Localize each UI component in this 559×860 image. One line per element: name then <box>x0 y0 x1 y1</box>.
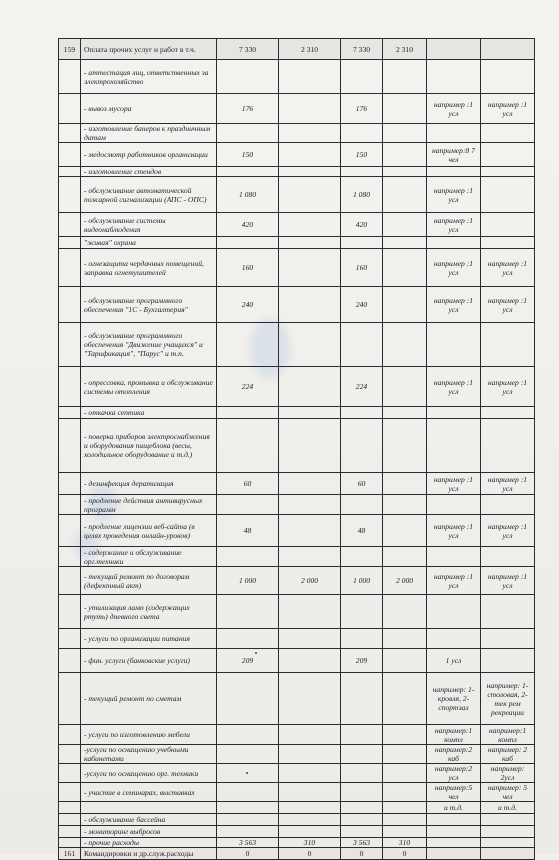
value-col-4 <box>383 407 427 419</box>
value-col-2 <box>279 419 341 473</box>
value-col-4 <box>383 595 427 629</box>
value-col-3: 420 <box>341 213 383 237</box>
value-col-4 <box>383 673 427 725</box>
value-col-3 <box>341 802 383 814</box>
table-row <box>59 167 535 177</box>
value-col-1: 209 <box>217 649 279 673</box>
value-col-4: 310 <box>383 838 427 848</box>
value-col-3 <box>341 814 383 826</box>
value-col-2 <box>279 323 341 367</box>
row-label: - обслуживание программного обеспечения "Движение учащихся" и "Тарификация", "Парус" и т.п. <box>81 323 217 367</box>
value-col-3: 7 330 <box>341 39 383 60</box>
table-row <box>59 124 535 143</box>
table-row <box>59 367 535 407</box>
row-code <box>59 826 81 838</box>
value-col-3: 209 <box>341 649 383 673</box>
row-code <box>59 287 81 323</box>
row-label: - опрессовка, промывка и обслуживание системы отопления <box>81 367 217 407</box>
value-col-1 <box>217 783 279 802</box>
table-row <box>59 595 535 629</box>
value-col-4 <box>383 547 427 567</box>
value-col-3 <box>341 595 383 629</box>
value-col-2 <box>279 814 341 826</box>
table-row <box>59 143 535 167</box>
value-col-3: 1 000 <box>341 567 383 595</box>
row-code <box>59 802 81 814</box>
table-row <box>59 802 535 814</box>
table-row <box>59 407 535 419</box>
note-col-2 <box>481 649 535 673</box>
value-col-1 <box>217 745 279 764</box>
row-code: 161 <box>59 848 81 860</box>
row-label: - продление действия антивирусных программ <box>81 495 217 515</box>
value-col-4 <box>383 367 427 407</box>
value-col-1 <box>217 673 279 725</box>
value-col-4: 2 000 <box>383 567 427 595</box>
row-code <box>59 143 81 167</box>
row-label: "живая" охрана <box>81 237 217 249</box>
value-col-1 <box>217 419 279 473</box>
row-code <box>59 725 81 745</box>
row-label: - огнезащита чердачных помещений, заправка огнетушителей <box>81 249 217 287</box>
note-col-1: например :1 усл <box>427 515 481 547</box>
row-label: - откачка септика <box>81 407 217 419</box>
table-row <box>59 249 535 287</box>
table-row <box>59 567 535 595</box>
row-code <box>59 407 81 419</box>
value-col-4 <box>383 802 427 814</box>
value-col-2: 2 000 <box>279 567 341 595</box>
table-row <box>59 287 535 323</box>
value-col-1: 160 <box>217 249 279 287</box>
table-row <box>59 495 535 515</box>
row-code <box>59 745 81 764</box>
note-col-1: например:2 усл <box>427 764 481 783</box>
value-col-1 <box>217 323 279 367</box>
table-row <box>59 473 535 495</box>
value-col-3: 240 <box>341 287 383 323</box>
row-label: - утилизация ламп (содержащих ртуть) дневного света <box>81 595 217 629</box>
note-col-1: например:2 каб <box>427 745 481 764</box>
value-col-3 <box>341 124 383 143</box>
note-col-1 <box>427 323 481 367</box>
note-col-1: например :1 усл <box>427 249 481 287</box>
row-label: - обслуживание программного обеспечения "1С - Бухгалтерия" <box>81 287 217 323</box>
table-row <box>59 60 535 94</box>
row-code <box>59 213 81 237</box>
value-col-2 <box>279 60 341 94</box>
row-code <box>59 838 81 848</box>
note-col-1: например :1 усл <box>427 567 481 595</box>
note-col-2: например: 1-столовая, 2- тек рем рекреации <box>481 673 535 725</box>
row-label: - дезинфекция дератизация <box>81 473 217 495</box>
table-row-header <box>59 39 535 60</box>
row-label: - изготовление стендов <box>81 167 217 177</box>
value-col-1 <box>217 124 279 143</box>
row-code <box>59 673 81 725</box>
value-col-1 <box>217 802 279 814</box>
value-col-3 <box>341 783 383 802</box>
note-col-1 <box>427 237 481 249</box>
table-row <box>59 826 535 838</box>
note-col-2 <box>481 213 535 237</box>
table-row <box>59 814 535 826</box>
value-col-4 <box>383 213 427 237</box>
value-col-1 <box>217 764 279 783</box>
value-col-1: 240 <box>217 287 279 323</box>
row-label: - услуги по организации питания <box>81 629 217 649</box>
value-col-2 <box>279 764 341 783</box>
value-col-4 <box>383 124 427 143</box>
row-code <box>59 547 81 567</box>
note-col-2 <box>481 39 535 60</box>
value-col-4: 2 310 <box>383 39 427 60</box>
row-label: - текущий ремонт по договорам (дефектный акт) <box>81 567 217 595</box>
table-row <box>59 673 535 725</box>
value-col-3 <box>341 764 383 783</box>
table-body <box>59 39 535 860</box>
note-col-2 <box>481 826 535 838</box>
value-col-4 <box>383 167 427 177</box>
note-col-2: например :1 усл <box>481 94 535 124</box>
value-col-2 <box>279 629 341 649</box>
note-col-1 <box>427 838 481 848</box>
value-col-4 <box>383 745 427 764</box>
note-col-2 <box>481 419 535 473</box>
note-col-1: например:1 компл <box>427 725 481 745</box>
note-col-2: и т.д. <box>481 802 535 814</box>
note-col-2: например: 2усл <box>481 764 535 783</box>
row-code <box>59 60 81 94</box>
note-col-1 <box>427 495 481 515</box>
table-row <box>59 725 535 745</box>
value-col-2 <box>279 213 341 237</box>
value-col-4 <box>383 249 427 287</box>
value-col-4 <box>383 629 427 649</box>
value-col-2 <box>279 547 341 567</box>
value-col-1 <box>217 495 279 515</box>
value-col-4 <box>383 419 427 473</box>
value-col-1 <box>217 725 279 745</box>
row-label <box>81 802 217 814</box>
note-col-2: например :1 усл <box>481 567 535 595</box>
note-col-2 <box>481 814 535 826</box>
value-col-4 <box>383 495 427 515</box>
value-col-3 <box>341 407 383 419</box>
value-col-1 <box>217 629 279 649</box>
value-col-3: 3 563 <box>341 838 383 848</box>
note-col-2 <box>481 547 535 567</box>
note-col-1 <box>427 595 481 629</box>
value-col-2 <box>279 473 341 495</box>
table-row <box>59 838 535 848</box>
row-label: - услуги по изготовлению мебели <box>81 725 217 745</box>
table-row <box>59 237 535 249</box>
note-col-2: например :1 усл <box>481 249 535 287</box>
value-col-2 <box>279 287 341 323</box>
value-col-4 <box>383 237 427 249</box>
table-row <box>59 213 535 237</box>
note-col-1: 1 усл <box>427 649 481 673</box>
value-col-1: 224 <box>217 367 279 407</box>
row-code <box>59 495 81 515</box>
value-col-2 <box>279 94 341 124</box>
value-col-1 <box>217 237 279 249</box>
table-row <box>59 515 535 547</box>
row-code: 159 <box>59 39 81 60</box>
note-col-1 <box>427 167 481 177</box>
value-col-1: 7 330 <box>217 39 279 60</box>
row-code <box>59 94 81 124</box>
row-label: - участие в семинарах, выставках <box>81 783 217 802</box>
value-col-3 <box>341 629 383 649</box>
value-col-1 <box>217 167 279 177</box>
note-col-2 <box>481 629 535 649</box>
value-col-3: 176 <box>341 94 383 124</box>
row-code <box>59 595 81 629</box>
row-code <box>59 323 81 367</box>
value-col-1: 420 <box>217 213 279 237</box>
note-col-2: например :1 усл <box>481 367 535 407</box>
note-col-2 <box>481 124 535 143</box>
row-code <box>59 367 81 407</box>
value-col-3: 1 080 <box>341 177 383 213</box>
value-col-3 <box>341 547 383 567</box>
row-code <box>59 167 81 177</box>
value-col-4 <box>383 287 427 323</box>
value-col-4 <box>383 649 427 673</box>
note-col-1: например :1 усл <box>427 367 481 407</box>
value-col-3: 150 <box>341 143 383 167</box>
row-code <box>59 237 81 249</box>
note-col-1: например:5 чел <box>427 783 481 802</box>
note-col-2 <box>481 595 535 629</box>
note-col-2: например :1 усл <box>481 287 535 323</box>
table-row <box>59 783 535 802</box>
value-col-4 <box>383 783 427 802</box>
table-row <box>59 323 535 367</box>
value-col-4 <box>383 725 427 745</box>
note-col-1: например :1 усл <box>427 213 481 237</box>
row-label: - мониторинг выбросов <box>81 826 217 838</box>
row-label: - обслуживание системы видеонаблюдения <box>81 213 217 237</box>
value-col-4 <box>383 473 427 495</box>
value-col-1: 0 <box>217 848 279 860</box>
value-col-2 <box>279 649 341 673</box>
row-code <box>59 515 81 547</box>
note-col-1 <box>427 124 481 143</box>
note-col-2: например:1 компл <box>481 725 535 745</box>
value-col-2 <box>279 237 341 249</box>
note-col-1: например :1 усл <box>427 287 481 323</box>
value-col-4: 0 <box>383 848 427 860</box>
table-row <box>59 547 535 567</box>
table-row <box>59 745 535 764</box>
row-code <box>59 473 81 495</box>
note-col-2 <box>481 143 535 167</box>
row-label: - текущий ремонт по сметам <box>81 673 217 725</box>
value-col-1: 150 <box>217 143 279 167</box>
note-col-1 <box>427 407 481 419</box>
value-col-4 <box>383 826 427 838</box>
row-code <box>59 124 81 143</box>
row-title: Командировки и др.служ.расходы <box>81 848 217 860</box>
value-col-2 <box>279 802 341 814</box>
value-col-1 <box>217 595 279 629</box>
note-col-1: например :1 усл <box>427 177 481 213</box>
note-col-1: например :1 усл <box>427 473 481 495</box>
value-col-2 <box>279 124 341 143</box>
value-col-3: 224 <box>341 367 383 407</box>
value-col-2 <box>279 673 341 725</box>
table-row <box>59 177 535 213</box>
row-code <box>59 249 81 287</box>
note-col-1 <box>427 547 481 567</box>
value-col-1 <box>217 826 279 838</box>
value-col-2 <box>279 177 341 213</box>
row-code <box>59 783 81 802</box>
note-col-2 <box>481 323 535 367</box>
note-col-2: например: 2 каб <box>481 745 535 764</box>
note-col-1 <box>427 419 481 473</box>
value-col-2 <box>279 143 341 167</box>
value-col-4 <box>383 814 427 826</box>
row-label: - поверка приборов электроснабжения и оборудования пищеблока (весы, холодильное оборудование и т.д.) <box>81 419 217 473</box>
value-col-2 <box>279 367 341 407</box>
row-code <box>59 419 81 473</box>
note-col-1 <box>427 629 481 649</box>
row-label: - обслуживание бассейна <box>81 814 217 826</box>
note-col-1: например: 1- кровля, 2- спортзал <box>427 673 481 725</box>
value-col-2: 0 <box>279 848 341 860</box>
value-col-4 <box>383 94 427 124</box>
value-col-2 <box>279 595 341 629</box>
note-col-2 <box>481 167 535 177</box>
row-title: Оплата прочих услуг и работ в т.ч. <box>81 39 217 60</box>
value-col-3 <box>341 495 383 515</box>
value-col-3 <box>341 167 383 177</box>
value-col-4 <box>383 60 427 94</box>
table-row <box>59 649 535 673</box>
value-col-3 <box>341 725 383 745</box>
value-col-4 <box>383 177 427 213</box>
row-code <box>59 629 81 649</box>
value-col-3: 48 <box>341 515 383 547</box>
value-col-1: 48 <box>217 515 279 547</box>
row-code <box>59 177 81 213</box>
row-label: - прочие расходы <box>81 838 217 848</box>
note-col-1 <box>427 60 481 94</box>
value-col-2 <box>279 826 341 838</box>
note-col-2 <box>481 177 535 213</box>
value-col-3 <box>341 323 383 367</box>
value-col-2 <box>279 495 341 515</box>
value-col-1: 1 080 <box>217 177 279 213</box>
table-row <box>59 94 535 124</box>
value-col-3: 60 <box>341 473 383 495</box>
value-col-4 <box>383 143 427 167</box>
value-col-3 <box>341 419 383 473</box>
row-code <box>59 764 81 783</box>
table-row <box>59 419 535 473</box>
note-col-2 <box>481 407 535 419</box>
row-label: - изготовление банеров к праздничным датам <box>81 124 217 143</box>
row-label: - медосмотр работников организации <box>81 143 217 167</box>
value-col-1 <box>217 60 279 94</box>
table-row <box>59 764 535 783</box>
value-col-2: 2 310 <box>279 39 341 60</box>
note-col-2 <box>481 60 535 94</box>
value-col-2 <box>279 515 341 547</box>
value-col-3: 0 <box>341 848 383 860</box>
value-col-1: 3 563 <box>217 838 279 848</box>
row-label: -услуги по оснащению орг. техники <box>81 764 217 783</box>
row-label: - аттестация лиц, ответственных за электрохозяйство <box>81 60 217 94</box>
value-col-1 <box>217 814 279 826</box>
row-code <box>59 567 81 595</box>
row-label: -услуги по оснащению учебными кабинетами <box>81 745 217 764</box>
value-col-4 <box>383 515 427 547</box>
value-col-4 <box>383 323 427 367</box>
value-col-1: 1 000 <box>217 567 279 595</box>
value-col-1 <box>217 547 279 567</box>
note-col-2 <box>481 495 535 515</box>
value-col-1: 60 <box>217 473 279 495</box>
value-col-2 <box>279 725 341 745</box>
value-col-2 <box>279 745 341 764</box>
note-col-2: например :1 усл <box>481 473 535 495</box>
note-col-1 <box>427 814 481 826</box>
value-col-3: 160 <box>341 249 383 287</box>
note-col-2: например :1 усл <box>481 515 535 547</box>
value-col-3 <box>341 673 383 725</box>
note-col-1 <box>427 826 481 838</box>
row-code <box>59 814 81 826</box>
note-col-2 <box>481 237 535 249</box>
note-col-1: например:8 7 чел <box>427 143 481 167</box>
note-col-2 <box>481 838 535 848</box>
value-col-2 <box>279 783 341 802</box>
row-label: - продление лицензии веб-сайта (в целях проведения онлайн-уроков) <box>81 515 217 547</box>
value-col-2 <box>279 167 341 177</box>
value-col-3 <box>341 60 383 94</box>
row-code <box>59 649 81 673</box>
note-col-1 <box>427 39 481 60</box>
row-label: - содержание и обслуживание орг.техники <box>81 547 217 567</box>
note-col-1: и т.д. <box>427 802 481 814</box>
value-col-2: 310 <box>279 838 341 848</box>
value-col-2 <box>279 407 341 419</box>
row-label: - вывоз мусора <box>81 94 217 124</box>
value-col-1 <box>217 407 279 419</box>
value-col-3 <box>341 826 383 838</box>
row-label: - обслуживание автоматической пожарной сигнализации (АПС - ОПС) <box>81 177 217 213</box>
value-col-2 <box>279 249 341 287</box>
value-col-1: 176 <box>217 94 279 124</box>
value-col-4 <box>383 764 427 783</box>
expense-table <box>58 38 535 860</box>
note-col-2: например: 5 чел <box>481 783 535 802</box>
note-col-1: например :1 усл <box>427 94 481 124</box>
value-col-3 <box>341 237 383 249</box>
value-col-3 <box>341 745 383 764</box>
table-row <box>59 629 535 649</box>
row-label: - фин. услуги (банковские услуги) <box>81 649 217 673</box>
